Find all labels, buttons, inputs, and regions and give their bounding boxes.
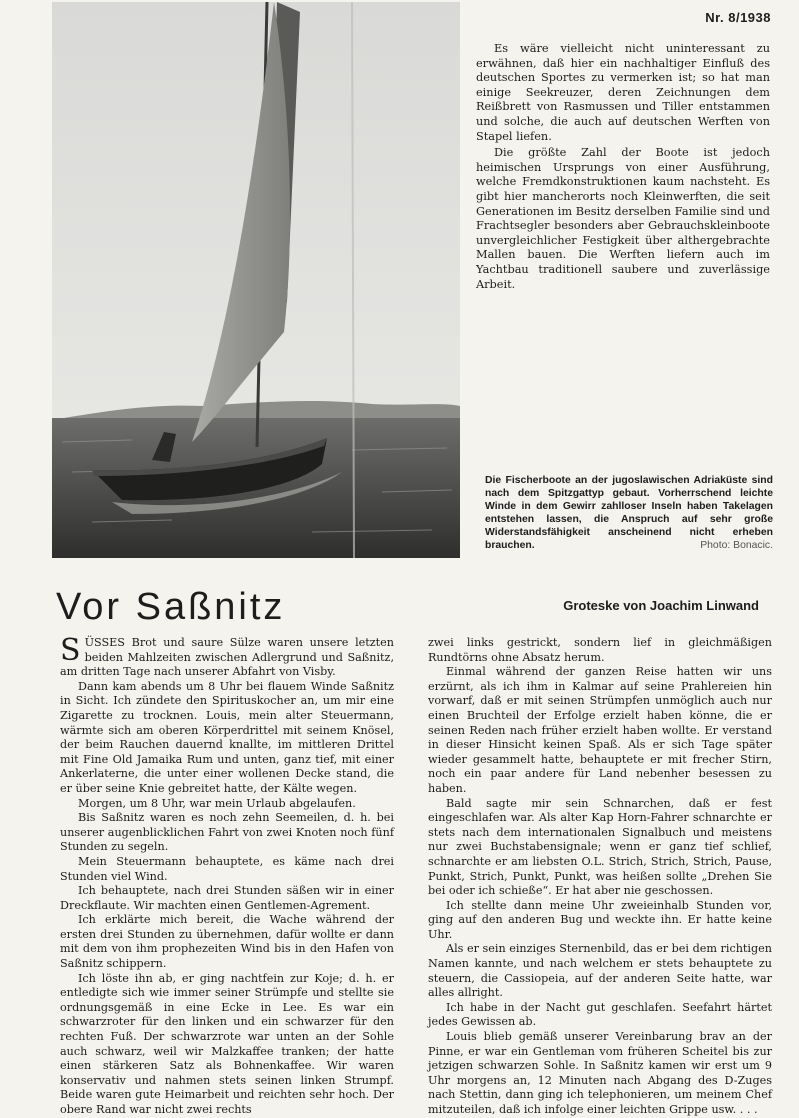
caption-text: Die Fischerboote an der jugoslawischen Adriaküste sind nach dem Spitzgattyp gebaut. Vorherrschend leichte Winde in dem Gewirr zahlloser Inseln haben Takelagen entstehen lassen, die Anspruch auf sehr große Widerstandsfähigkeit anscheinend nicht erheben brauchen.	[485, 475, 773, 551]
article-paragraph: Bis Saßnitz waren es noch zehn Seemeilen, d. h. bei unserer augenblicklichen Fahrt von zwei Knoten noch fünf Stunden zu segeln.	[60, 811, 394, 854]
article-column-left	[60, 633, 394, 1118]
article-paragraph: Ich erklärte mich bereit, die Wache während der ersten drei Stunden zu übernehmen, dafür wollte er dann mit dem von ihm prophezeiten Wind bis in den Hafen von Saßnitz schippern.	[60, 913, 394, 971]
article-paragraph: Morgen, um 8 Uhr, war mein Urlaub abgelaufen.	[78, 796, 356, 810]
first-paragraph-text: ÜSSES Brot und saure Sülze waren unsere letzten beiden Mahlzeiten zwischen Adlergrund und Saßnitz, am dritten Tage nach unserer Abfahrt von Visby.	[60, 636, 394, 679]
sailboat-image	[52, 2, 460, 558]
article-paragraph: Bald sagte mir sein Schnarchen, daß er fest eingeschlafen war. Als alter Kap Horn-Fahrer schnarchte er stets nach dem internationalen Signalbuch und meistens nur zwei Buchstabensignale; wenn er ganz tief schlief, schnarchte er am liebsten O.L. Strich, Strich, Strich, Pause, Punkt, Strich, Punkt, Punkt, was heißen sollte „Drehen Sie bei oder ich schieße“. Er hat aber nie geschossen.	[428, 796, 772, 898]
article-paragraph: Ich stellte dann meine Uhr zweieinhalb Stunden vor, ging auf den anderen Bug und weckte ihn. Er hatte keine Uhr.	[428, 898, 772, 941]
article-paragraph: Ich habe in der Nacht gut geschlafen. Seefahrt härtet jedes Gewissen ab.	[428, 1000, 772, 1029]
article-paragraph: Dann kam abends um 8 Uhr bei flauem Winde Saßnitz in Sicht. Ich zündete den Spirituskocher an, um mir eine Zigarette zu trocknen. Louis, mein alter Steuermann, wärmte sich am oberen Körperdrittel mit seinem Knösel, der beim Rauchen dauernd knallte, im mittleren Drittel mit Fine Old Jamaika Rum und unten, ganz tief, mit einer Ankerlaterne, die unter einer wollenen Decke stand, die er über seine Knie gebreitet hatte, der Kälte wegen.	[60, 679, 394, 795]
article-paragraph	[60, 633, 394, 680]
drop-cap: S	[60, 633, 81, 668]
intro-paragraph: Die größte Zahl der Boote ist jedoch heimischen Ursprungs von einer Ausführung, welche Fremdkonstruktionen kaum nachsteht. Es gibt hier mancherorts noch Kleinwerften, die seit Generationen im Besitz derselben Familie sind und Frachtsegler besonders aber Gebrauchskleinboote unvergleichlicher Festigkeit über althergebrachte Mallen bauen. Die Werften liefern auch im Yachtbau traditionell saubere und zuverlässige Arbeit.	[476, 146, 770, 291]
photo-credit: Photo: Bonacic.	[700, 540, 773, 551]
intro-paragraph: Es wäre vielleicht nicht uninteressant zu erwähnen, daß hier ein nachhaltiger Einfluß des deutschen Sportes zu vermerken ist; so hat man einige Seekreuzer, deren Zeichnungen dem Reißbrett von Rasmussen und Tiller entstammen und solche, die auch auf deutschen Werften von Stapel liefen.	[476, 42, 770, 143]
photo-caption	[485, 474, 773, 552]
article-paragraph: Louis blieb gemäß unserer Vereinbarung brav an der Pinne, er war ein Gentleman vom früheren Scheitel bis zur jetzigen schwarzen Sohle. In Saßnitz kamen wir erst um 9 Uhr morgens an, 12 Minuten nach Abgang des D-Zuges nach Stettin, dann ging ich telephonieren, um meinem Chef mitzuteilen, daß ich infolge einer leichten Grippe usw. . . .	[428, 1030, 772, 1116]
intro-text	[476, 42, 770, 294]
article-paragraph: Als er sein einziges Sternenbild, das er bei dem richtigen Namen kannte, und nach welchem er stets behauptete zu steuern, die Cassiopeia, auf der anderen Seite hatte, war alles allright.	[428, 942, 772, 1000]
article-paragraph: Ich löste ihn ab, er ging nachtfein zur Koje; d. h. er entledigte sich wie immer seiner Strümpfe und stellte sie ordnungsgemäß in eine Ecke in Lee. Es war ein schwarzroter für den linken und ein schwarzer für den rechten Fuß. Der schwarzrote war unten an der Sohle auch schwarz, weil wir Malzkaffee tranken; der hatte einen stärkeren Satz als Bohnenkaffee. Wir waren konservativ und nahmen stets seinen linken Strumpf. Beide waren gute Heimarbeit und reichten sehr hoch. Der obere Rand war nicht zwei rechts	[60, 971, 394, 1116]
page-number: Nr. 8/1938	[705, 10, 771, 25]
article-paragraph: zwei links gestrickt, sondern lief in gleichmäßigen Rundtörns ohne Absatz herum.	[428, 636, 772, 664]
article-paragraph: Einmal während der ganzen Reise hatten wir uns erzürnt, als ich ihm in Kalmar auf seine Prahlereien hin vorwarf, daß er mit seinen Strümpfen unmöglich auch nur einen Bruchteil der Erfolge erzielt haben könne, die er seinen Reden nach früher erzielt haben wollte. Er verstand in dieser Hinsicht keinen Spaß. Als er sich Tage später wieder gesammelt hatte, behauptete er mit frecher Stirn, noch ein paar andere für Land nebenher besessen zu haben.	[428, 665, 772, 795]
sailboat-photo	[52, 2, 460, 558]
article-byline: Groteske von Joachim Linwand	[563, 598, 759, 613]
article-title: Vor Saßnitz	[56, 586, 286, 628]
article-paragraph: Ich behauptete, nach drei Stunden säßen wir in einer Dreckflaute. Wir machten einen Gentlemen-Agrement.	[60, 884, 394, 912]
article-column-right	[428, 636, 772, 1118]
article-paragraph: Mein Steuermann behauptete, es käme nach drei Stunden viel Wind.	[60, 854, 394, 883]
